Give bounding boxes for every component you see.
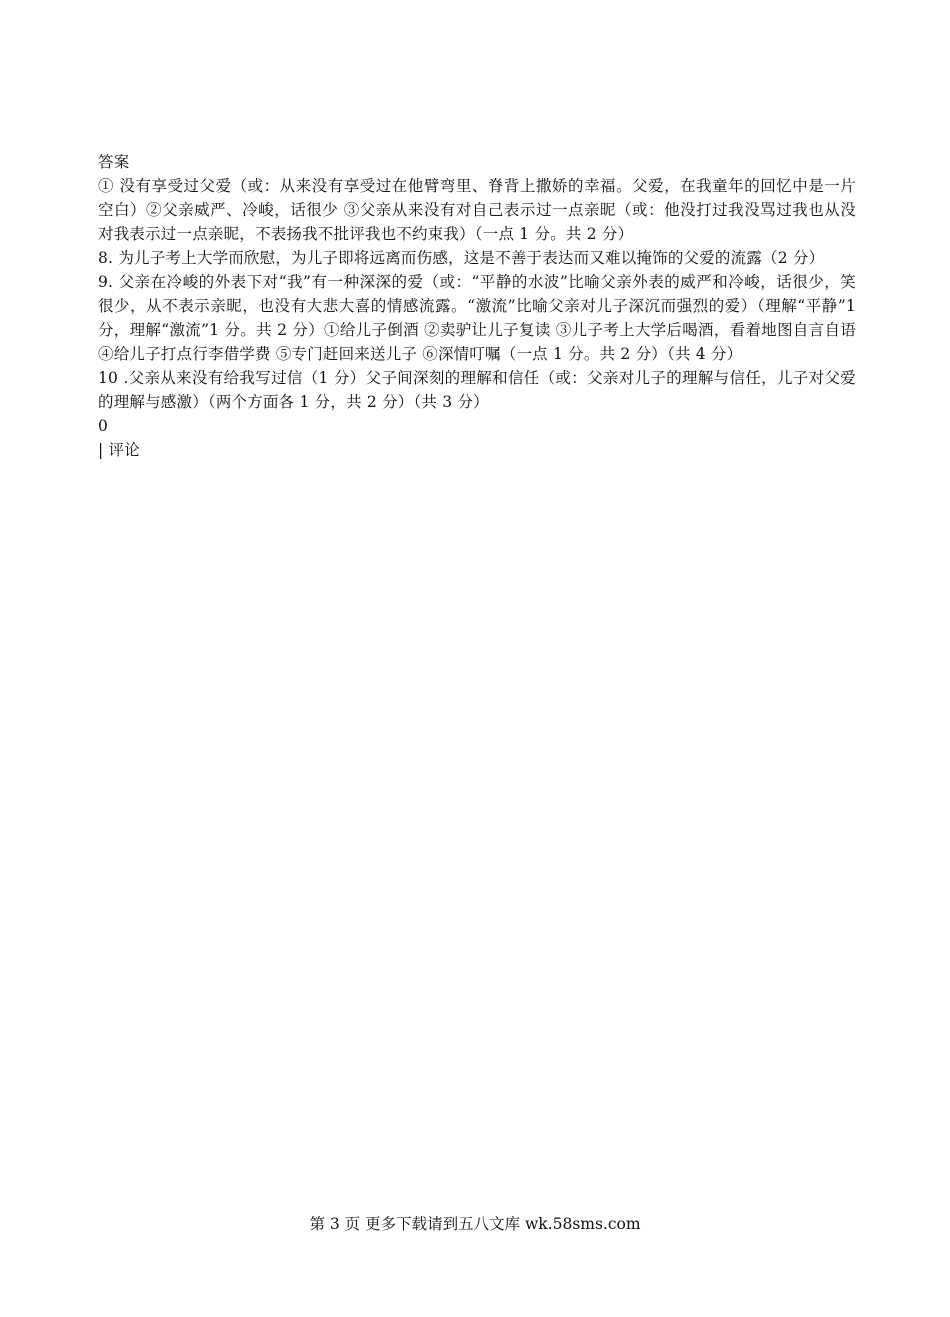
answer-paragraph-9: 9. 父亲在冷峻的外表下对“我”有一种深深的爱（或：“平静的水波”比喻父亲外表的威严和冷峻，话很少，笑很少，从不表示亲昵，也没有大悲大喜的情感流露。“激流”比喻父亲对儿子深沉而强烈的爱）（理解“平静”1 分，理解“激流”1 分。共 2 分）①给儿子倒酒 ②卖驴让儿子复读 ③儿子考上大学后喝酒，看着地图自言自语 ④给儿子打点行李借学费 ⑤专门赶回来送儿子 ⑥深情叮嘱（一点 1 分。共 2 分）（共 4 分） [98,273,856,363]
answer-paragraph-8: 8. 为儿子考上大学而欣慰，为儿子即将远离而伤感，这是不善于表达而又难以掩饰的父爱的流露（2 分） [98,249,825,267]
comment-link[interactable]: | 评论 [98,441,140,459]
answer-paragraph-7: ① 没有享受过父爱（或：从来没有享受过在他臂弯里、脊背上撒娇的幸福。父爱，在我童年的回忆中是一片空白）②父亲威严、冷峻，话很少 ③父亲从来没有对自己表示过一点亲昵（或：他没打过我没骂过我也从没对我表示过一点亲昵，不表扬我不批评我也不约束我）（一点 1 分。共 2 分） [98,177,856,243]
document-body [98,150,856,462]
comment-count: 0 [98,417,109,435]
page-footer: 第 3 页 更多下载请到五八文库 wk.58sms.com [309,1215,641,1233]
answer-paragraph-10: 10 .父亲从来没有给我写过信（1 分）父子间深刻的理解和信任（或：父亲对儿子的理解与信任，儿子对父爱的理解与感激）（两个方面各 1 分，共 2 分）（共 3 分） [98,369,856,411]
answer-heading: 答案 [98,153,130,171]
